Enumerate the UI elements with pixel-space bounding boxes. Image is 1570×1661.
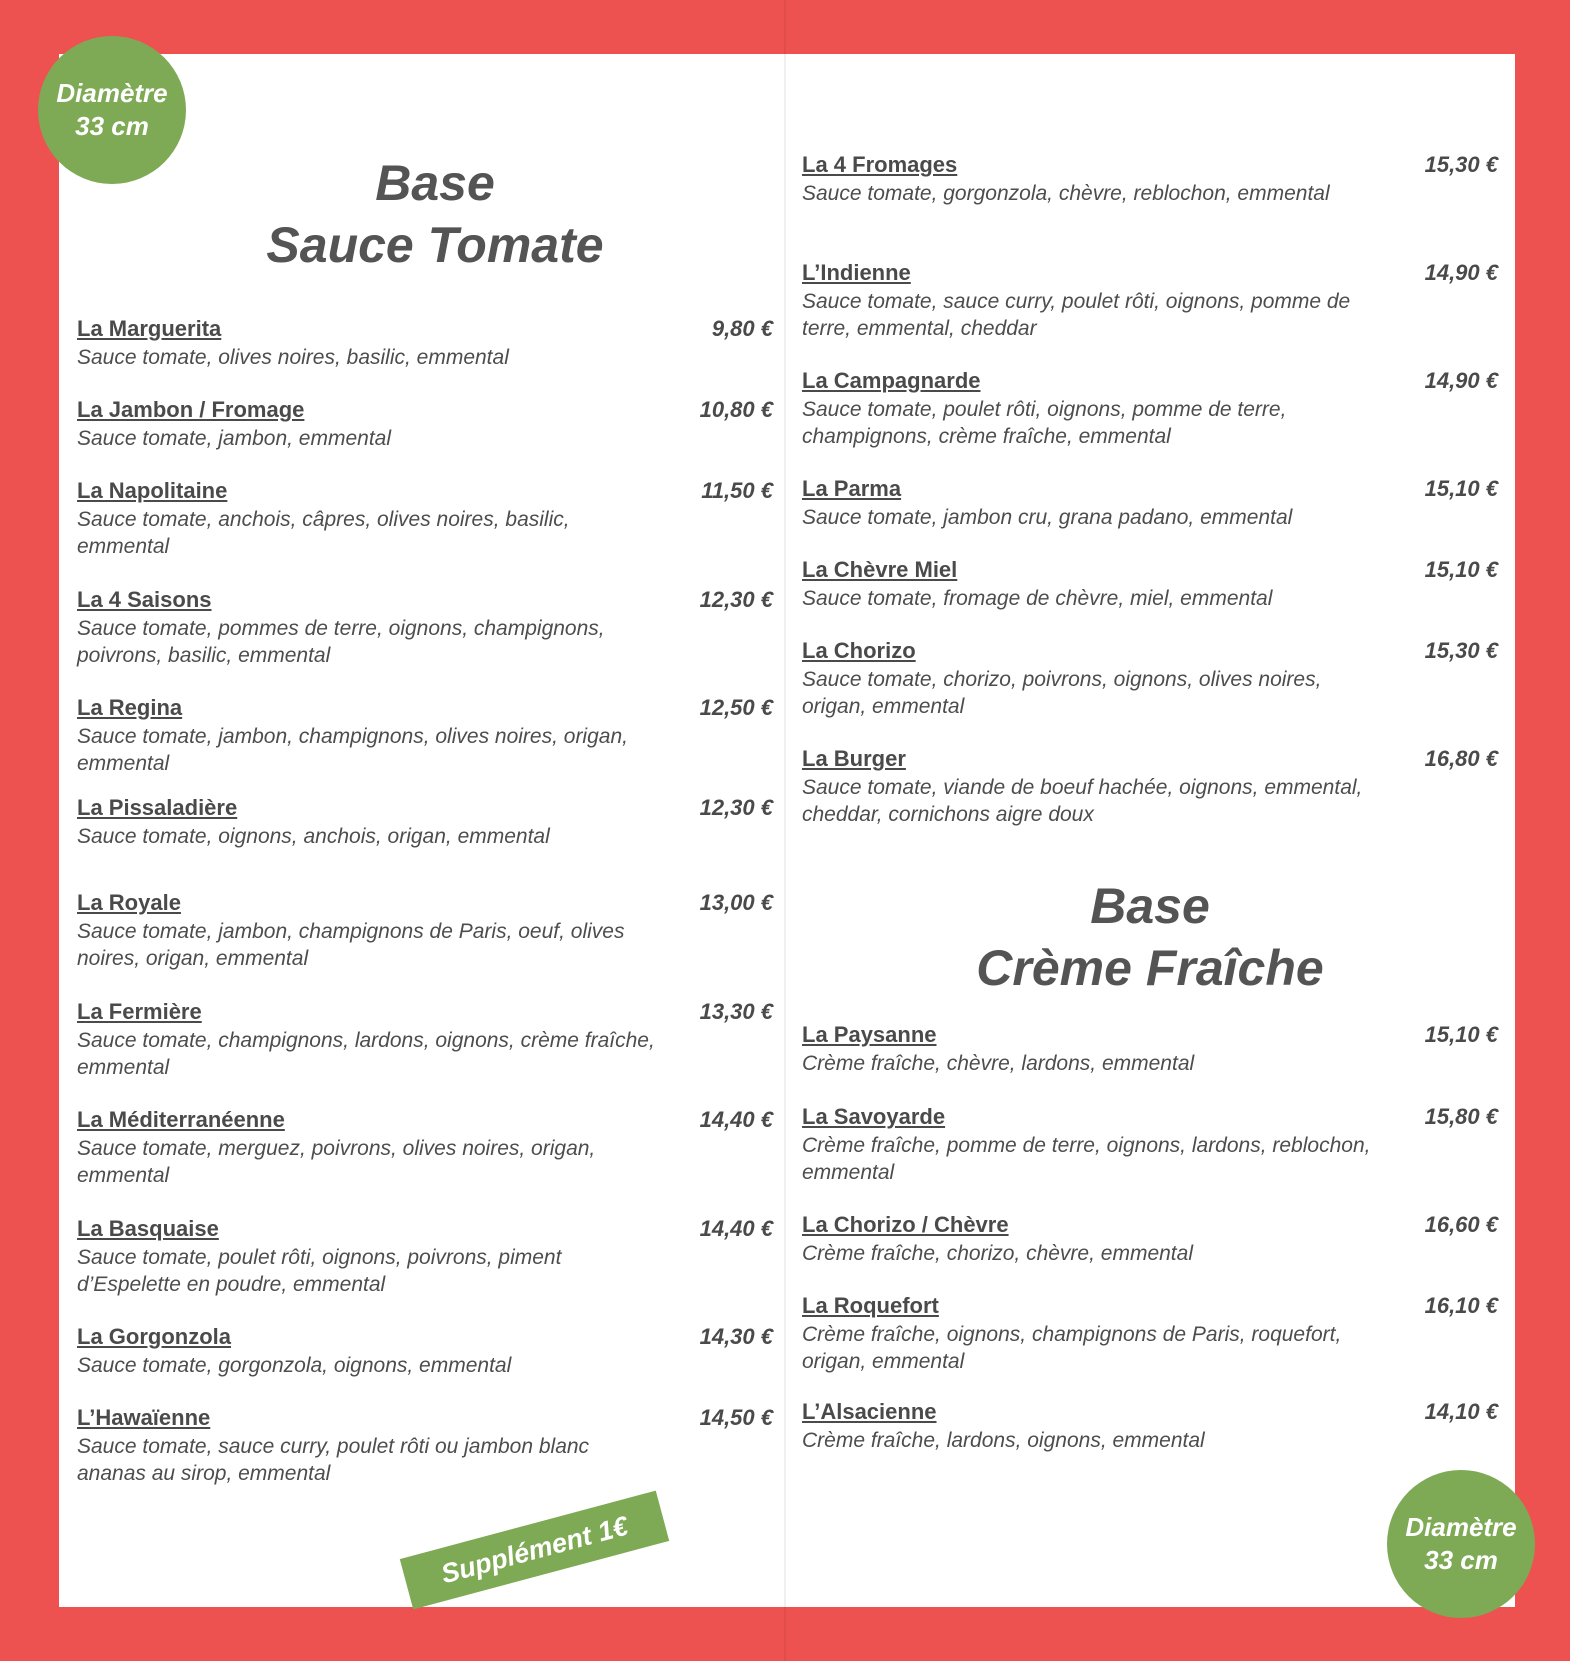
item-name: La Parma bbox=[802, 476, 902, 501]
heading-line-1: Base bbox=[375, 155, 495, 211]
item-price: 16,60 € bbox=[1424, 1212, 1498, 1237]
item-name: La Napolitaine bbox=[77, 478, 228, 503]
item-name: La Méditerranéenne bbox=[77, 1107, 285, 1132]
item-name: La Marguerita bbox=[77, 316, 222, 341]
item-description: Sauce tomate, jambon, champignons, olives noires, origan, emmental bbox=[77, 725, 628, 775]
item-description: Sauce tomate, poulet rôti, oignons, pomme de terre, champignons, crème fraîche, emmental bbox=[802, 398, 1287, 448]
item-description: Crème fraîche, lardons, oignons, emmental bbox=[802, 1429, 1205, 1452]
item-price: 10,80 € bbox=[699, 397, 773, 422]
item-description: Sauce tomate, jambon cru, grana padano, emmental bbox=[802, 506, 1293, 529]
item-description: Sauce tomate, viande de boeuf hachée, oignons, emmental, cheddar, cornichons aigre doux bbox=[802, 776, 1363, 826]
item-name: La 4 Fromages bbox=[802, 152, 958, 177]
item-price: 13,00 € bbox=[699, 890, 773, 915]
item-name: La Chèvre Miel bbox=[802, 557, 958, 582]
item-price: 14,10 € bbox=[1424, 1399, 1498, 1424]
fold-line bbox=[784, 0, 786, 1661]
item-price: 16,80 € bbox=[1424, 746, 1498, 771]
item-name: La Jambon / Fromage bbox=[77, 397, 305, 422]
badge-line-2: 33 cm bbox=[75, 111, 149, 141]
item-description: Sauce tomate, sauce curry, poulet rôti, oignons, pomme de terre, emmental, cheddar bbox=[802, 290, 1351, 340]
item-description: Crème fraîche, chèvre, lardons, emmental bbox=[802, 1052, 1195, 1075]
item-description: Sauce tomate, jambon, champignons de Paris, oeuf, olives noires, origan, emmental bbox=[77, 920, 625, 970]
item-description: Sauce tomate, merguez, poivrons, olives noires, origan, emmental bbox=[77, 1137, 596, 1187]
item-description: Sauce tomate, gorgonzola, oignons, emmental bbox=[77, 1354, 512, 1377]
diameter-badge-top bbox=[38, 36, 186, 184]
item-price: 14,40 € bbox=[699, 1216, 773, 1241]
item-price: 11,50 € bbox=[701, 478, 773, 503]
heading-line-1: Base bbox=[1090, 878, 1210, 934]
item-price: 14,30 € bbox=[699, 1324, 773, 1349]
item-price: 12,50 € bbox=[699, 695, 773, 720]
item-name: La Paysanne bbox=[802, 1022, 937, 1047]
badge-line-1: Diamètre bbox=[1405, 1512, 1517, 1542]
item-price: 15,30 € bbox=[1424, 638, 1498, 663]
diameter-badge-bottom bbox=[1387, 1470, 1535, 1618]
item-description: Sauce tomate, olives noires, basilic, emmental bbox=[77, 346, 509, 369]
item-name: La 4 Saisons bbox=[77, 587, 212, 612]
item-description: Sauce tomate, pommes de terre, oignons, champignons, poivrons, basilic, emmental bbox=[77, 617, 605, 667]
item-price: 12,30 € bbox=[699, 587, 773, 612]
item-price: 15,10 € bbox=[1424, 557, 1498, 582]
item-price: 15,10 € bbox=[1424, 1022, 1498, 1047]
item-name: L’Alsacienne bbox=[802, 1399, 937, 1424]
item-price: 12,30 € bbox=[699, 795, 773, 820]
item-name: L’Hawaïenne bbox=[77, 1405, 211, 1430]
item-name: La Roquefort bbox=[802, 1293, 939, 1318]
item-description: Sauce tomate, poulet rôti, oignons, poivrons, piment d’Espelette en poudre, emmental bbox=[77, 1246, 562, 1296]
item-description: Sauce tomate, jambon, emmental bbox=[77, 427, 391, 450]
item-name: L’Indienne bbox=[802, 260, 911, 285]
item-description: Sauce tomate, anchois, câpres, olives noires, basilic, emmental bbox=[77, 508, 570, 558]
item-name: La Campagnarde bbox=[802, 368, 981, 393]
item-name: La Royale bbox=[77, 890, 181, 915]
item-name: La Regina bbox=[77, 695, 183, 720]
item-description: Sauce tomate, champignons, lardons, oignons, crème fraîche, emmental bbox=[77, 1029, 655, 1079]
item-price: 13,30 € bbox=[699, 999, 773, 1024]
item-description: Sauce tomate, chorizo, poivrons, oignons, olives noires, origan, emmental bbox=[802, 668, 1322, 718]
item-name: La Savoyarde bbox=[802, 1104, 946, 1129]
item-description: Sauce tomate, oignons, anchois, origan, emmental bbox=[77, 825, 550, 848]
item-description: Crème fraîche, oignons, champignons de Paris, roquefort, origan, emmental bbox=[802, 1323, 1342, 1373]
item-description: Crème fraîche, pomme de terre, oignons, lardons, reblochon, emmental bbox=[802, 1134, 1371, 1184]
item-name: La Fermière bbox=[77, 999, 202, 1024]
item-price: 14,40 € bbox=[699, 1107, 773, 1132]
item-name: La Basquaise bbox=[77, 1216, 219, 1241]
item-description: Sauce tomate, sauce curry, poulet rôti ou jambon blanc ananas au sirop, emmental bbox=[77, 1435, 590, 1485]
item-name: La Pissaladière bbox=[77, 795, 238, 820]
item-price: 15,10 € bbox=[1424, 476, 1498, 501]
item-description: Crème fraîche, chorizo, chèvre, emmental bbox=[802, 1242, 1193, 1265]
item-price: 15,80 € bbox=[1424, 1104, 1498, 1129]
item-price: 14,90 € bbox=[1424, 368, 1498, 393]
item-name: La Gorgonzola bbox=[77, 1324, 231, 1349]
section-heading-tomato bbox=[200, 152, 670, 276]
item-description: Sauce tomate, gorgonzola, chèvre, reblochon, emmental bbox=[802, 182, 1330, 205]
section-heading-cream bbox=[900, 875, 1400, 999]
item-price: 9,80 € bbox=[711, 316, 773, 341]
item-price: 14,90 € bbox=[1424, 260, 1498, 285]
badge-line-1: Diamètre bbox=[56, 78, 168, 108]
heading-line-2: Crème Fraîche bbox=[976, 940, 1324, 996]
badge-line-2: 33 cm bbox=[1424, 1545, 1498, 1575]
item-price: 15,30 € bbox=[1424, 152, 1498, 177]
supplement-ribbon: Supplément 1€ bbox=[400, 1491, 669, 1610]
item-name: La Burger bbox=[802, 746, 906, 771]
item-price: 16,10 € bbox=[1424, 1293, 1498, 1318]
heading-line-2: Sauce Tomate bbox=[266, 217, 604, 273]
item-name: La Chorizo bbox=[802, 638, 916, 663]
item-description: Sauce tomate, fromage de chèvre, miel, emmental bbox=[802, 587, 1273, 610]
item-price: 14,50 € bbox=[699, 1405, 773, 1430]
item-name: La Chorizo / Chèvre bbox=[802, 1212, 1009, 1237]
